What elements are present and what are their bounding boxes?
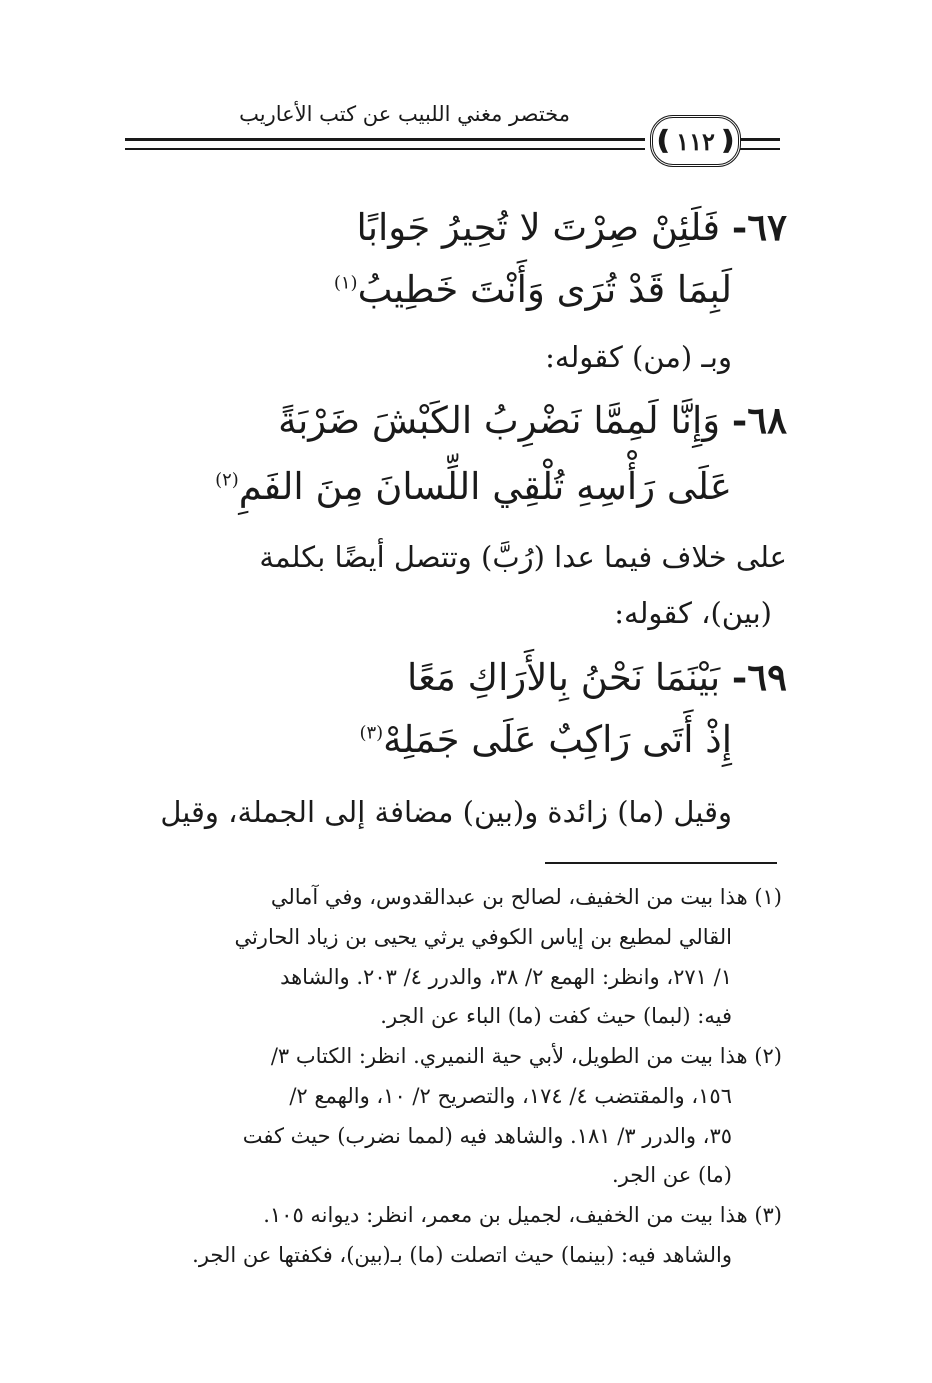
verse-number: ٦٩- — [731, 655, 787, 699]
footnote-3-line-2: والشاهد فيه: (بينما) حيث اتصلت (ما) بـ(بين)، فكفتها عن الجر. — [192, 1243, 732, 1267]
header-rule-short — [740, 138, 780, 150]
footnote-1-line-1: (١) هذا بيت من الخفيف، لصالح بن عبدالقدوس، وفي آمالي — [270, 885, 782, 909]
footnote-separator — [545, 862, 777, 864]
verse-text: إِذْ أَتَى رَاكِبٌ عَلَى جَمَلِهْ — [383, 718, 732, 761]
verse-text: عَلَى رَأْسِهِ تُلْقِي اللِّسانَ مِنَ الفَمِ — [238, 465, 732, 508]
footnote-ref: (٣) — [359, 722, 384, 744]
verse-68-line-1 — [278, 398, 787, 442]
page-number: ١١٢ — [676, 126, 715, 156]
paragraph-3: وقيل (ما) زائدة و(بين) مضافة إلى الجملة، وقيل — [160, 795, 732, 829]
paragraph-2-line-1: على خلاف فيما عدا (رُبَّ) وتتصل أيضًا بكلمة — [259, 540, 787, 574]
verse-69-line-2 — [359, 718, 732, 761]
verse-69-line-1 — [407, 655, 787, 699]
footnote-2-line-4: (ما) عن الجر. — [612, 1163, 732, 1187]
header-rule — [125, 138, 645, 150]
footnote-1-line-3: ١/ ٢٧١، وانظر: الهمع ٢/ ٣٨، والدرر ٤/ ٢٠٣. والشاهد — [280, 965, 732, 989]
running-header — [125, 100, 780, 162]
footnote-ref: (٢) — [215, 469, 239, 491]
footnote-1-line-4: فيه: (لبما) حيث كفت (ما) الباء عن الجر. — [380, 1004, 732, 1028]
verse-67-line-2 — [334, 268, 732, 311]
verse-text: بَيْنَمَا نَحْنُ بِالأَرَاكِ مَعًا — [406, 656, 721, 699]
verse-text: فَلَئِنْ صِرْتَ لا تُحِيرُ جَوابًا — [356, 206, 721, 249]
paragraph-2-line-2: (بين)، كقوله: — [614, 596, 772, 630]
footnote-1-line-2: القالي لمطيع بن إياس الكوفي يرثي يحيى بن زياد الحارثي — [234, 925, 732, 949]
footnote-2-line-2: ١٥٦، والمقتضب ٤/ ١٧٤، والتصريح ٢/ ١٠، والهمع ٢/ — [289, 1084, 732, 1108]
verse-text: لَبِمَا قَدْ تُرَى وَأَنْتَ خَطِيبُ — [357, 268, 732, 311]
page-number-badge — [650, 115, 741, 167]
book-title: مختصر مغني اللبيب عن كتب الأعاريب — [239, 102, 570, 126]
ornament-left-icon: ❪ — [652, 126, 675, 156]
ornament-right-icon: ❫ — [716, 126, 739, 156]
footnote-3-line-1: (٣) هذا بيت من الخفيف، لجميل بن معمر، انظر: ديوانه ١٠٥. — [263, 1203, 782, 1227]
verse-67-line-1 — [356, 205, 787, 249]
paragraph-1: وبـ (من) كقوله: — [545, 340, 732, 374]
verse-68-line-2 — [215, 465, 732, 508]
footnote-2-line-3: ٣٥، والدرر ٣/ ١٨١. والشاهد فيه (لمما نضرب) حيث كفت — [242, 1124, 732, 1148]
footnote-ref: (١) — [333, 272, 358, 294]
verse-text: وَإِنَّا لَمِمَّا نَضْرِبُ الكَبْشَ ضَرْبَةً — [278, 399, 721, 442]
verse-number: ٦٨- — [731, 398, 787, 442]
footnote-2-line-1: (٢) هذا بيت من الطويل، لأبي حية النميري. انظر: الكتاب ٣/ — [270, 1044, 782, 1068]
verse-number: ٦٧- — [731, 205, 787, 249]
